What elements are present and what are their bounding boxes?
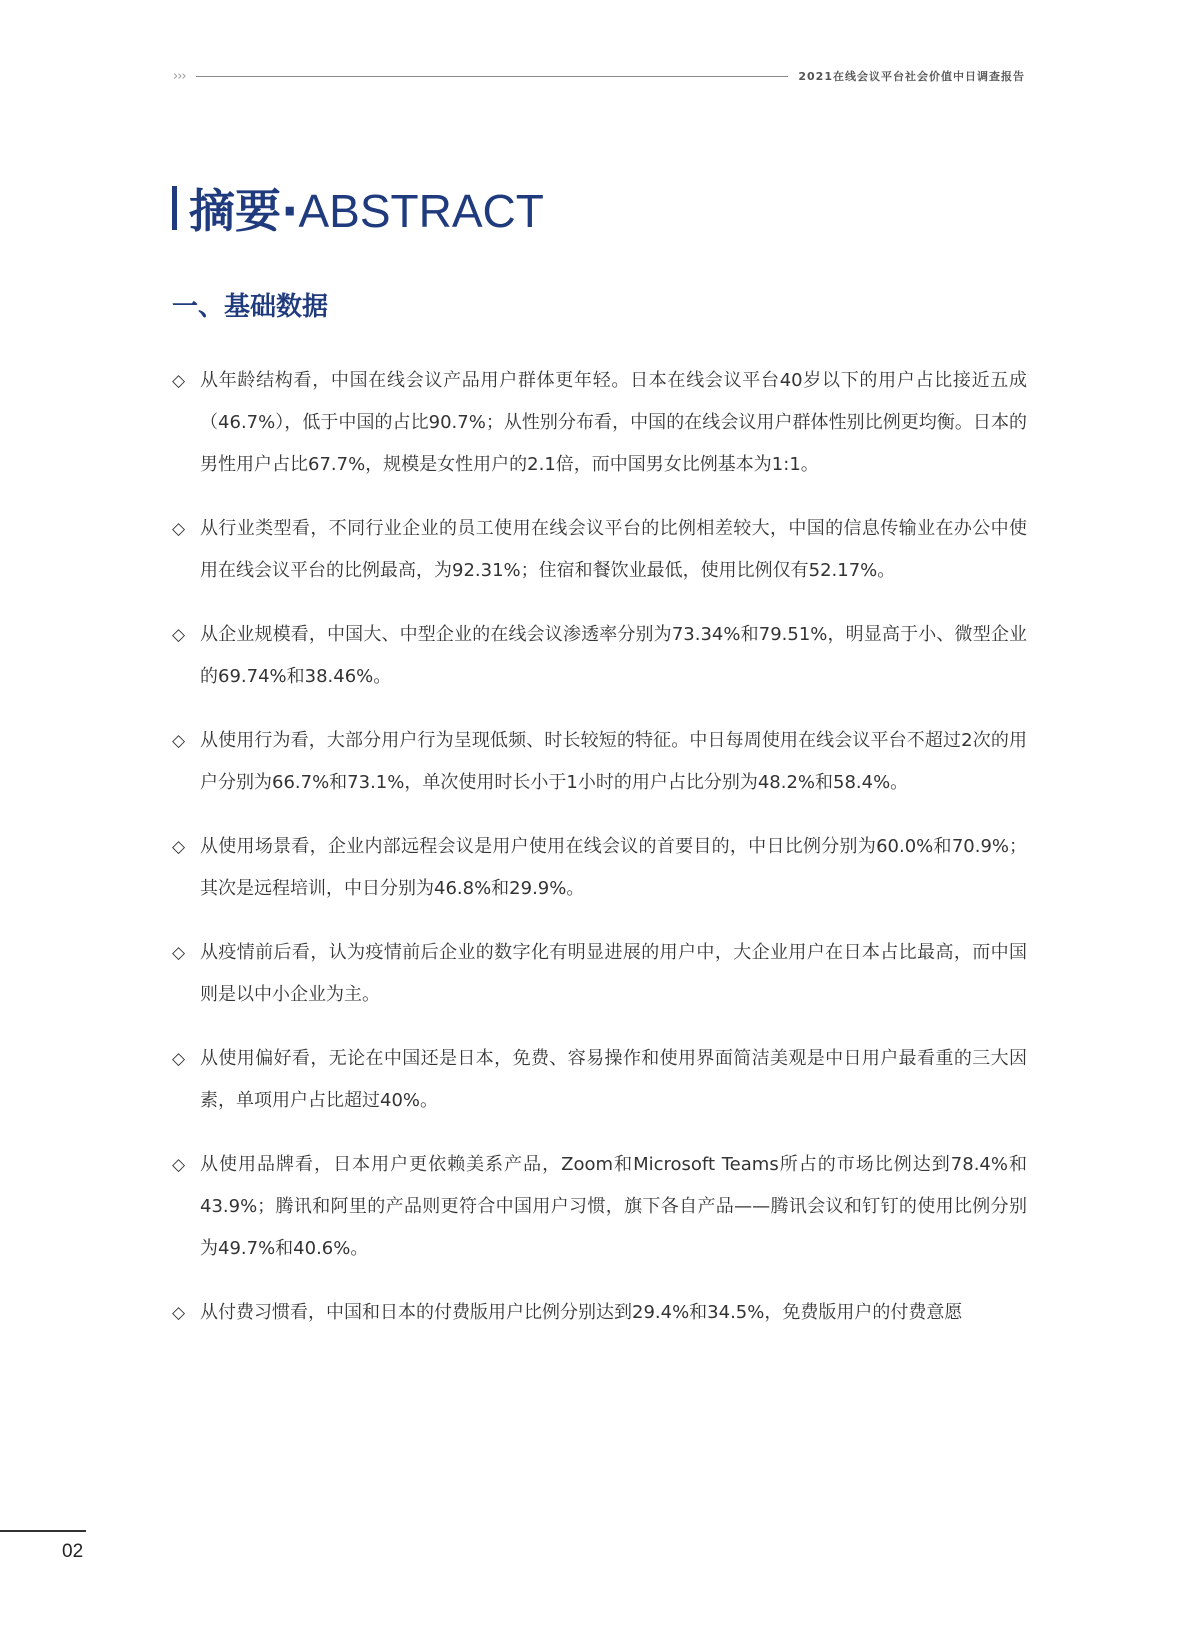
footer-divider xyxy=(0,1530,86,1532)
list-item xyxy=(172,1292,1027,1334)
header-divider xyxy=(196,76,789,77)
title-accent-bar xyxy=(172,186,177,230)
list-item xyxy=(172,1038,1027,1122)
title-separator: · xyxy=(281,184,299,238)
diamond-icon: ◇ xyxy=(172,943,186,963)
list-item xyxy=(172,932,1027,1016)
bullet-text: 从企业规模看，中国大、中型企业的在线会议渗透率分别为73.34%和79.51%，明显高于小、微型企业的69.74%和38.46%。 xyxy=(200,624,1027,687)
list-item xyxy=(172,720,1027,804)
chevrons-icon: ››› xyxy=(173,68,186,84)
bullet-text: 从使用场景看，企业内部远程会议是用户使用在线会议的首要目的，中日比例分别为60.0%和70.9%；其次是远程培训，中日分别为46.8%和29.9%。 xyxy=(200,836,1027,899)
title-cn: 摘要 xyxy=(189,184,281,238)
diamond-icon: ◇ xyxy=(172,837,186,857)
bullet-text: 从使用品牌看，日本用户更依赖美系产品，Zoom和Microsoft Teams所占的市场比例达到78.4%和43.9%；腾讯和阿里的产品则更符合中国用户习惯，旗下各自产品——腾讯会议和钉钉的使用比例分别为49.7%和40.6%。 xyxy=(200,1154,1027,1259)
bullet-text: 从付费习惯看，中国和日本的付费版用户比例分别达到29.4%和34.5%，免费版用户的付费意愿 xyxy=(200,1302,963,1323)
list-item xyxy=(172,508,1027,592)
diamond-icon: ◇ xyxy=(172,731,186,751)
list-item xyxy=(172,1144,1027,1270)
bullet-list xyxy=(172,360,1027,1356)
page-title xyxy=(172,182,544,238)
bullet-text: 从行业类型看，不同行业企业的员工使用在线会议平台的比例相差较大，中国的信息传输业在办公中使用在线会议平台的比例最高，为92.31%；住宿和餐饮业最低，使用比例仅有52.17%。 xyxy=(200,518,1027,581)
list-item xyxy=(172,614,1027,698)
report-title: 2021在线会议平台社会价值中日调查报告 xyxy=(798,70,1025,83)
bullet-text: 从疫情前后看，认为疫情前后企业的数字化有明显进展的用户中，大企业用户在日本占比最高，而中国则是以中小企业为主。 xyxy=(200,942,1027,1005)
diamond-icon: ◇ xyxy=(172,1049,186,1069)
title-en: ABSTRACT xyxy=(298,185,544,237)
page-number: 02 xyxy=(62,1541,84,1562)
diamond-icon: ◇ xyxy=(172,371,186,391)
list-item xyxy=(172,360,1027,486)
diamond-icon: ◇ xyxy=(172,1155,186,1175)
diamond-icon: ◇ xyxy=(172,625,186,645)
bullet-text: 从使用偏好看，无论在中国还是日本，免费、容易操作和使用界面简洁美观是中日用户最看重的三大因素，单项用户占比超过40%。 xyxy=(200,1048,1027,1111)
diamond-icon: ◇ xyxy=(172,1303,186,1323)
title-text xyxy=(189,175,544,241)
section-heading: 一、基础数据 xyxy=(172,292,329,322)
page-header xyxy=(173,66,1025,86)
list-item xyxy=(172,826,1027,910)
bullet-text: 从使用行为看，大部分用户行为呈现低频、时长较短的特征。中日每周使用在线会议平台不超过2次的用户分别为66.7%和73.1%，单次使用时长小于1小时的用户占比分别为48.2%和58.4%。 xyxy=(200,730,1027,793)
diamond-icon: ◇ xyxy=(172,519,186,539)
bullet-text: 从年龄结构看，中国在线会议产品用户群体更年轻。日本在线会议平台40岁以下的用户占比接近五成（46.7%），低于中国的占比90.7%；从性别分布看，中国的在线会议用户群体性别比例更均衡。日本的男性用户占比67.7%，规模是女性用户的2.1倍，而中国男女比例基本为1:1。 xyxy=(200,370,1027,475)
